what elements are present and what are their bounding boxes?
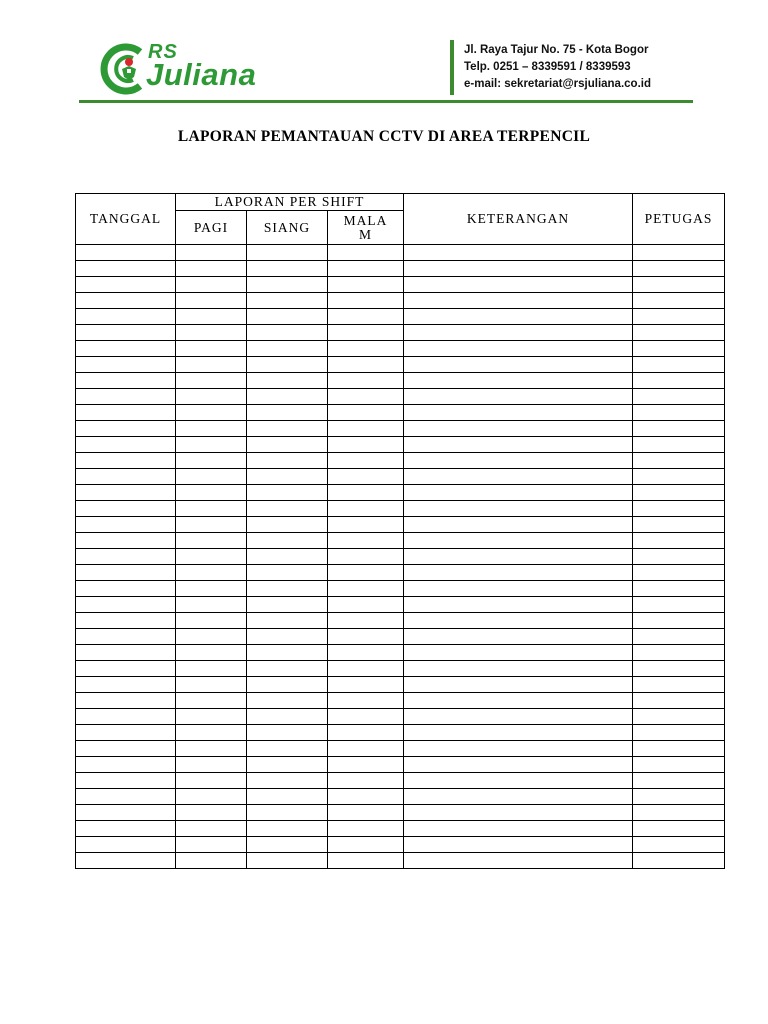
- table-row: [76, 597, 725, 613]
- cell-malam: [328, 277, 404, 293]
- cell-keterangan: [404, 469, 633, 485]
- cell-petugas: [633, 757, 725, 773]
- table-row: [76, 853, 725, 869]
- cell-petugas: [633, 245, 725, 261]
- cell-siang: [247, 549, 328, 565]
- cell-tanggal: [76, 629, 176, 645]
- cell-siang: [247, 453, 328, 469]
- table-row: [76, 277, 725, 293]
- cell-tanggal: [76, 565, 176, 581]
- cell-malam: [328, 517, 404, 533]
- cell-tanggal: [76, 709, 176, 725]
- cell-pagi: [176, 693, 247, 709]
- cell-tanggal: [76, 485, 176, 501]
- cell-keterangan: [404, 533, 633, 549]
- cell-keterangan: [404, 549, 633, 565]
- cell-tanggal: [76, 693, 176, 709]
- cell-siang: [247, 469, 328, 485]
- column-header-malam-line1: MALA: [343, 212, 388, 228]
- table-row: [76, 613, 725, 629]
- cell-siang: [247, 277, 328, 293]
- cell-siang: [247, 725, 328, 741]
- cell-pagi: [176, 677, 247, 693]
- cell-malam: [328, 421, 404, 437]
- cell-malam: [328, 565, 404, 581]
- table-row: [76, 341, 725, 357]
- cell-pagi: [176, 533, 247, 549]
- cell-pagi: [176, 373, 247, 389]
- cell-pagi: [176, 453, 247, 469]
- cell-pagi: [176, 501, 247, 517]
- cell-siang: [247, 405, 328, 421]
- cell-malam: [328, 677, 404, 693]
- cell-petugas: [633, 597, 725, 613]
- cell-petugas: [633, 309, 725, 325]
- cell-pagi: [176, 485, 247, 501]
- cell-petugas: [633, 469, 725, 485]
- cell-pagi: [176, 805, 247, 821]
- cell-malam: [328, 453, 404, 469]
- cell-keterangan: [404, 245, 633, 261]
- cell-petugas: [633, 725, 725, 741]
- table-row: [76, 693, 725, 709]
- table-row: [76, 645, 725, 661]
- cell-petugas: [633, 613, 725, 629]
- cell-malam: [328, 853, 404, 869]
- table-row: [76, 565, 725, 581]
- cell-siang: [247, 773, 328, 789]
- cell-siang: [247, 357, 328, 373]
- cell-keterangan: [404, 405, 633, 421]
- cell-pagi: [176, 773, 247, 789]
- cell-keterangan: [404, 725, 633, 741]
- cell-malam: [328, 709, 404, 725]
- cell-petugas: [633, 293, 725, 309]
- cell-malam: [328, 821, 404, 837]
- cell-malam: [328, 661, 404, 677]
- cell-malam: [328, 725, 404, 741]
- hospital-logo: [100, 40, 280, 96]
- table-row: [76, 437, 725, 453]
- cell-tanggal: [76, 469, 176, 485]
- table-row: [76, 357, 725, 373]
- cell-petugas: [633, 421, 725, 437]
- cell-siang: [247, 293, 328, 309]
- cell-siang: [247, 757, 328, 773]
- cell-tanggal: [76, 741, 176, 757]
- cell-siang: [247, 501, 328, 517]
- cell-siang: [247, 741, 328, 757]
- cell-petugas: [633, 501, 725, 517]
- cell-keterangan: [404, 693, 633, 709]
- cell-pagi: [176, 661, 247, 677]
- cell-siang: [247, 565, 328, 581]
- table-row: [76, 837, 725, 853]
- cell-keterangan: [404, 421, 633, 437]
- cell-malam: [328, 389, 404, 405]
- column-group-header-shift: LAPORAN PER SHIFT: [176, 194, 404, 211]
- cell-siang: [247, 421, 328, 437]
- cell-petugas: [633, 437, 725, 453]
- table-row: [76, 549, 725, 565]
- cell-pagi: [176, 597, 247, 613]
- cell-petugas: [633, 837, 725, 853]
- cell-keterangan: [404, 709, 633, 725]
- cell-tanggal: [76, 853, 176, 869]
- table-row: [76, 773, 725, 789]
- cell-tanggal: [76, 501, 176, 517]
- cell-petugas: [633, 357, 725, 373]
- table-row: [76, 309, 725, 325]
- cell-siang: [247, 437, 328, 453]
- cell-malam: [328, 261, 404, 277]
- column-header-keterangan: KETERANGAN: [404, 194, 633, 245]
- column-header-malam: [328, 211, 404, 245]
- cell-malam: [328, 613, 404, 629]
- cell-siang: [247, 613, 328, 629]
- cell-tanggal: [76, 837, 176, 853]
- cell-pagi: [176, 709, 247, 725]
- cell-pagi: [176, 821, 247, 837]
- cell-malam: [328, 437, 404, 453]
- cell-pagi: [176, 421, 247, 437]
- table-row: [76, 805, 725, 821]
- cell-tanggal: [76, 293, 176, 309]
- cell-keterangan: [404, 357, 633, 373]
- table-row: [76, 661, 725, 677]
- cell-keterangan: [404, 661, 633, 677]
- cell-tanggal: [76, 405, 176, 421]
- table-row: [76, 325, 725, 341]
- cell-tanggal: [76, 645, 176, 661]
- cell-malam: [328, 757, 404, 773]
- cell-keterangan: [404, 837, 633, 853]
- cell-pagi: [176, 565, 247, 581]
- cell-siang: [247, 597, 328, 613]
- cell-petugas: [633, 549, 725, 565]
- cell-keterangan: [404, 757, 633, 773]
- cell-pagi: [176, 645, 247, 661]
- cell-siang: [247, 373, 328, 389]
- cell-petugas: [633, 853, 725, 869]
- cell-pagi: [176, 341, 247, 357]
- cell-tanggal: [76, 245, 176, 261]
- cell-pagi: [176, 277, 247, 293]
- cell-tanggal: [76, 341, 176, 357]
- cell-petugas: [633, 581, 725, 597]
- table-row: [76, 421, 725, 437]
- column-header-tanggal: TANGGAL: [76, 194, 176, 245]
- cell-keterangan: [404, 277, 633, 293]
- cell-petugas: [633, 661, 725, 677]
- cell-keterangan: [404, 501, 633, 517]
- cell-petugas: [633, 261, 725, 277]
- cell-petugas: [633, 789, 725, 805]
- cell-pagi: [176, 629, 247, 645]
- cell-keterangan: [404, 645, 633, 661]
- table-row: [76, 485, 725, 501]
- cell-keterangan: [404, 789, 633, 805]
- table-row: [76, 293, 725, 309]
- cell-keterangan: [404, 341, 633, 357]
- cell-petugas: [633, 645, 725, 661]
- cell-siang: [247, 245, 328, 261]
- document-title: LAPORAN PEMANTAUAN CCTV DI AREA TERPENCIL: [177, 128, 591, 145]
- email-text: e-mail: sekretariat@rsjuliana.co.id: [464, 78, 651, 90]
- cell-malam: [328, 357, 404, 373]
- table-row: [76, 453, 725, 469]
- cell-petugas: [633, 741, 725, 757]
- cell-siang: [247, 517, 328, 533]
- cell-pagi: [176, 293, 247, 309]
- cell-siang: [247, 325, 328, 341]
- cell-petugas: [633, 453, 725, 469]
- cell-keterangan: [404, 741, 633, 757]
- cell-tanggal: [76, 261, 176, 277]
- cell-pagi: [176, 517, 247, 533]
- cell-pagi: [176, 325, 247, 341]
- cell-keterangan: [404, 453, 633, 469]
- cell-tanggal: [76, 517, 176, 533]
- cell-pagi: [176, 405, 247, 421]
- cell-pagi: [176, 261, 247, 277]
- cell-malam: [328, 645, 404, 661]
- cell-tanggal: [76, 757, 176, 773]
- cell-petugas: [633, 533, 725, 549]
- cell-siang: [247, 853, 328, 869]
- cell-petugas: [633, 693, 725, 709]
- logo-rs-text: RS: [148, 41, 178, 63]
- cell-keterangan: [404, 293, 633, 309]
- cell-keterangan: [404, 309, 633, 325]
- cell-siang: [247, 693, 328, 709]
- table-row: [76, 757, 725, 773]
- cell-petugas: [633, 629, 725, 645]
- cell-tanggal: [76, 325, 176, 341]
- cell-keterangan: [404, 517, 633, 533]
- cell-keterangan: [404, 389, 633, 405]
- table-row: [76, 389, 725, 405]
- table-row: [76, 821, 725, 837]
- cell-keterangan: [404, 261, 633, 277]
- table-row: [76, 725, 725, 741]
- cell-petugas: [633, 277, 725, 293]
- table-row: [76, 709, 725, 725]
- cell-pagi: [176, 741, 247, 757]
- cell-tanggal: [76, 421, 176, 437]
- cell-tanggal: [76, 533, 176, 549]
- cell-keterangan: [404, 805, 633, 821]
- cell-malam: [328, 309, 404, 325]
- cell-malam: [328, 501, 404, 517]
- cell-tanggal: [76, 805, 176, 821]
- cell-petugas: [633, 389, 725, 405]
- column-header-siang: SIANG: [247, 211, 328, 245]
- cell-keterangan: [404, 437, 633, 453]
- cell-tanggal: [76, 821, 176, 837]
- cell-malam: [328, 373, 404, 389]
- cell-petugas: [633, 821, 725, 837]
- cell-petugas: [633, 565, 725, 581]
- cell-siang: [247, 485, 328, 501]
- table-row: [76, 581, 725, 597]
- cell-pagi: [176, 245, 247, 261]
- cell-malam: [328, 405, 404, 421]
- cell-tanggal: [76, 453, 176, 469]
- cell-tanggal: [76, 437, 176, 453]
- cell-tanggal: [76, 309, 176, 325]
- column-header-pagi: PAGI: [176, 211, 247, 245]
- cell-malam: [328, 629, 404, 645]
- cell-siang: [247, 389, 328, 405]
- cell-petugas: [633, 341, 725, 357]
- cell-malam: [328, 533, 404, 549]
- table-row: [76, 677, 725, 693]
- cell-keterangan: [404, 677, 633, 693]
- cell-siang: [247, 709, 328, 725]
- table-row: [76, 629, 725, 645]
- cell-malam: [328, 805, 404, 821]
- cell-tanggal: [76, 549, 176, 565]
- cell-petugas: [633, 373, 725, 389]
- cell-tanggal: [76, 597, 176, 613]
- cell-malam: [328, 293, 404, 309]
- cell-siang: [247, 661, 328, 677]
- table-row: [76, 373, 725, 389]
- cell-pagi: [176, 469, 247, 485]
- cell-tanggal: [76, 677, 176, 693]
- phone-text: Telp. 0251 – 8339591 / 8339593: [464, 61, 631, 73]
- cell-petugas: [633, 325, 725, 341]
- cell-petugas: [633, 709, 725, 725]
- cell-malam: [328, 693, 404, 709]
- cell-pagi: [176, 789, 247, 805]
- cell-malam: [328, 789, 404, 805]
- cell-malam: [328, 597, 404, 613]
- cell-siang: [247, 805, 328, 821]
- cell-tanggal: [76, 389, 176, 405]
- cell-keterangan: [404, 373, 633, 389]
- cell-malam: [328, 325, 404, 341]
- table-row: [76, 261, 725, 277]
- cell-pagi: [176, 357, 247, 373]
- cell-siang: [247, 309, 328, 325]
- cell-pagi: [176, 853, 247, 869]
- cell-pagi: [176, 757, 247, 773]
- table-row: [76, 501, 725, 517]
- cell-petugas: [633, 773, 725, 789]
- table-row: [76, 741, 725, 757]
- cell-petugas: [633, 405, 725, 421]
- cell-petugas: [633, 517, 725, 533]
- cell-petugas: [633, 485, 725, 501]
- logo-name-text: Juliana: [146, 57, 257, 92]
- cell-siang: [247, 837, 328, 853]
- cell-siang: [247, 821, 328, 837]
- cell-malam: [328, 469, 404, 485]
- cell-pagi: [176, 725, 247, 741]
- cell-keterangan: [404, 485, 633, 501]
- cell-malam: [328, 485, 404, 501]
- cell-tanggal: [76, 373, 176, 389]
- cell-siang: [247, 629, 328, 645]
- cell-siang: [247, 341, 328, 357]
- cell-keterangan: [404, 629, 633, 645]
- cell-keterangan: [404, 853, 633, 869]
- table-row: [76, 405, 725, 421]
- cell-pagi: [176, 309, 247, 325]
- table-row: [76, 245, 725, 261]
- cell-malam: [328, 549, 404, 565]
- cell-tanggal: [76, 789, 176, 805]
- cell-malam: [328, 741, 404, 757]
- cell-keterangan: [404, 597, 633, 613]
- cell-pagi: [176, 581, 247, 597]
- cell-malam: [328, 773, 404, 789]
- header-horizontal-rule: [79, 100, 693, 103]
- cell-tanggal: [76, 581, 176, 597]
- cell-siang: [247, 677, 328, 693]
- cell-pagi: [176, 837, 247, 853]
- cell-malam: [328, 581, 404, 597]
- cell-keterangan: [404, 565, 633, 581]
- cell-tanggal: [76, 357, 176, 373]
- cell-malam: [328, 837, 404, 853]
- cell-tanggal: [76, 277, 176, 293]
- cell-keterangan: [404, 613, 633, 629]
- cell-pagi: [176, 613, 247, 629]
- address-text: Jl. Raya Tajur No. 75 - Kota Bogor: [464, 44, 649, 56]
- cell-tanggal: [76, 725, 176, 741]
- cell-siang: [247, 261, 328, 277]
- cell-pagi: [176, 389, 247, 405]
- cell-tanggal: [76, 773, 176, 789]
- table-row: [76, 517, 725, 533]
- table-row: [76, 789, 725, 805]
- cell-siang: [247, 533, 328, 549]
- cell-siang: [247, 789, 328, 805]
- column-header-petugas: PETUGAS: [633, 194, 725, 245]
- cell-keterangan: [404, 325, 633, 341]
- cell-petugas: [633, 805, 725, 821]
- cell-keterangan: [404, 581, 633, 597]
- cell-keterangan: [404, 773, 633, 789]
- table-header-row: [76, 194, 725, 211]
- table-row: [76, 533, 725, 549]
- cell-malam: [328, 341, 404, 357]
- cell-keterangan: [404, 821, 633, 837]
- contact-block: [464, 42, 651, 93]
- header-vertical-divider: [450, 40, 454, 95]
- cell-siang: [247, 645, 328, 661]
- table-row: [76, 469, 725, 485]
- cell-tanggal: [76, 661, 176, 677]
- cell-petugas: [633, 677, 725, 693]
- report-table: [75, 193, 725, 869]
- cell-pagi: [176, 549, 247, 565]
- cell-tanggal: [76, 613, 176, 629]
- cell-pagi: [176, 437, 247, 453]
- cell-siang: [247, 581, 328, 597]
- cell-malam: [328, 245, 404, 261]
- column-header-malam-line2: M: [359, 226, 373, 242]
